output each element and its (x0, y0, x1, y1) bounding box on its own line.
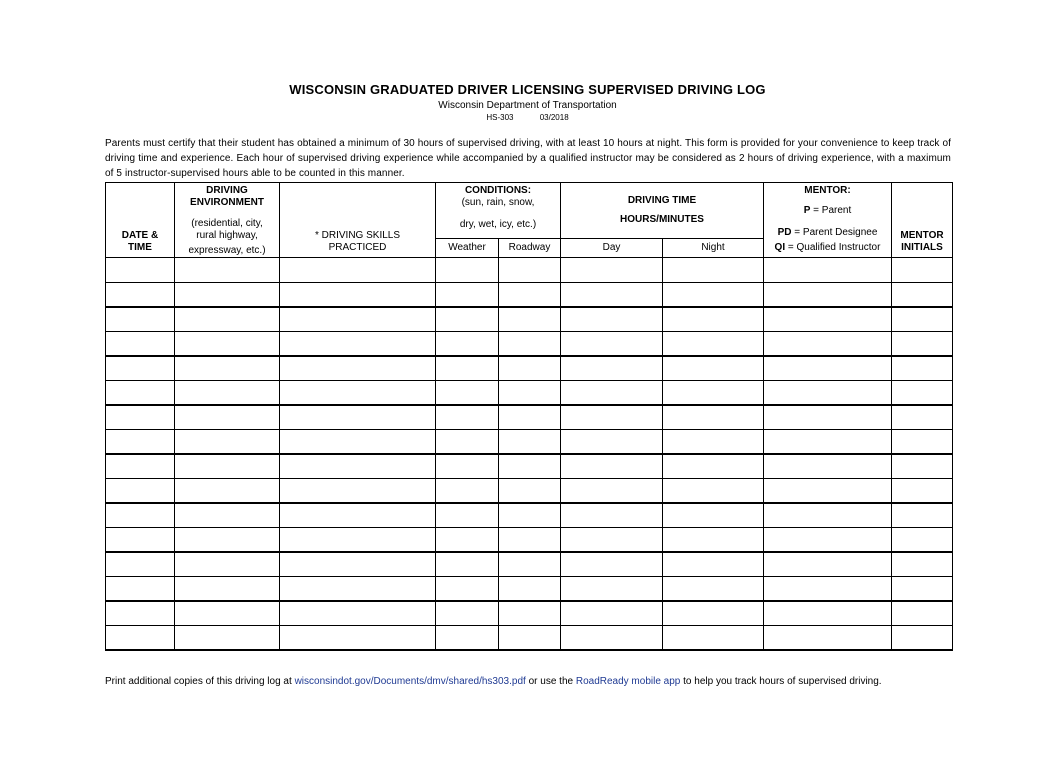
table-row (106, 552, 953, 577)
weather-cell[interactable] (436, 576, 499, 601)
night-cell[interactable] (663, 454, 764, 479)
initials-cell[interactable] (892, 527, 953, 552)
weather-cell[interactable] (436, 429, 499, 454)
log-entries (106, 258, 953, 650)
skills-line1: * DRIVING SKILLS (314, 230, 401, 241)
initials-cell[interactable] (892, 307, 953, 332)
environment-cell[interactable] (175, 454, 280, 479)
day-cell[interactable] (561, 282, 663, 307)
date-time-cell[interactable] (106, 601, 175, 626)
skills-line2: PRACTICED (328, 242, 387, 253)
environment-cell[interactable] (175, 429, 280, 454)
form-identifier (0, 113, 1055, 122)
table-row (106, 282, 953, 307)
night-cell[interactable] (663, 478, 764, 503)
weather-cell[interactable] (436, 405, 499, 430)
table-row (106, 356, 953, 381)
roadway-cell[interactable] (499, 601, 561, 626)
date-time-cell[interactable] (106, 625, 175, 650)
roadway-cell[interactable] (499, 282, 561, 307)
department-name: Wisconsin Department of Transportation (438, 100, 617, 111)
mentor-cell[interactable] (764, 282, 892, 307)
night-cell[interactable] (663, 258, 764, 283)
day-cell[interactable] (561, 307, 663, 332)
night-cell[interactable] (663, 307, 764, 332)
env-note-line1: (residential, city, (191, 218, 263, 229)
roadway-cell[interactable] (499, 552, 561, 577)
roadway-cell[interactable] (499, 503, 561, 528)
weather-cell[interactable] (436, 527, 499, 552)
table-row (106, 429, 953, 454)
roadway-cell[interactable] (499, 429, 561, 454)
weather-cell[interactable] (436, 380, 499, 405)
day-cell[interactable] (561, 576, 663, 601)
day-cell[interactable] (561, 380, 663, 405)
date-time-cell[interactable] (106, 478, 175, 503)
night-cell[interactable] (663, 576, 764, 601)
footer-note: Print additional copies of this driving log at wisconsindot.gov/Documents/dmv/shared/hs303.pdf or use the RoadReady mobile app to help you track hours of supervised driving. (105, 676, 882, 687)
skills-cell[interactable] (280, 282, 436, 307)
table-row (106, 478, 953, 503)
date-time-header-line1: DATE & (121, 230, 159, 241)
initials-line1: MENTOR (900, 230, 944, 241)
night-cell[interactable] (663, 503, 764, 528)
initials-cell[interactable] (892, 380, 953, 405)
night-cell[interactable] (663, 282, 764, 307)
table-row (106, 527, 953, 552)
date-time-cell[interactable] (106, 527, 175, 552)
weather-cell[interactable] (436, 478, 499, 503)
roadway-cell[interactable] (499, 527, 561, 552)
form-number: HS-303 (486, 113, 514, 122)
mentor-cell[interactable] (764, 405, 892, 430)
initials-cell[interactable] (892, 282, 953, 307)
table-row (106, 258, 953, 283)
mentor-legend-qualified-instructor: QI = Qualified Instructor (774, 242, 881, 253)
day-cell[interactable] (561, 503, 663, 528)
env-title-line1: DRIVING (206, 185, 248, 196)
day-cell[interactable] (561, 527, 663, 552)
environment-cell[interactable] (175, 576, 280, 601)
mentor-code-qi: QI (774, 242, 786, 253)
initials-cell[interactable] (892, 405, 953, 430)
table-row (106, 307, 953, 332)
initials-line2: INITIALS (901, 242, 943, 253)
environment-cell[interactable] (175, 307, 280, 332)
skills-cell[interactable] (280, 552, 436, 577)
initials-cell[interactable] (892, 552, 953, 577)
night-cell[interactable] (663, 356, 764, 381)
date-time-cell[interactable] (106, 429, 175, 454)
night-cell[interactable] (663, 625, 764, 650)
day-cell[interactable] (561, 405, 663, 430)
skills-cell[interactable] (280, 625, 436, 650)
roadway-cell[interactable] (499, 478, 561, 503)
roadway-cell[interactable] (499, 356, 561, 381)
mentor-cell[interactable] (764, 478, 892, 503)
environment-cell[interactable] (175, 331, 280, 356)
mentor-header (764, 183, 892, 258)
env-note-line3: expressway, etc.) (188, 245, 266, 256)
mentor-cell[interactable] (764, 380, 892, 405)
initials-cell[interactable] (892, 429, 953, 454)
day-cell[interactable] (561, 331, 663, 356)
date-time-cell[interactable] (106, 576, 175, 601)
initials-cell[interactable] (892, 454, 953, 479)
mentor-cell[interactable] (764, 454, 892, 479)
page-title: WISCONSIN GRADUATED DRIVER LICENSING SUPERVISED DRIVING LOG (289, 82, 766, 97)
mentor-code-pd: PD (777, 227, 792, 238)
day-header: Day (561, 239, 663, 258)
day-cell[interactable] (561, 429, 663, 454)
night-cell[interactable] (663, 601, 764, 626)
initials-cell[interactable] (892, 258, 953, 283)
roadway-cell[interactable] (499, 307, 561, 332)
mentor-cell[interactable] (764, 307, 892, 332)
roadway-cell[interactable] (499, 625, 561, 650)
weather-header: Weather (436, 239, 499, 258)
initials-cell[interactable] (892, 331, 953, 356)
environment-cell[interactable] (175, 478, 280, 503)
hours-minutes-label: HOURS/MINUTES (620, 214, 704, 226)
weather-cell[interactable] (436, 552, 499, 577)
conditions-title: CONDITIONS: (464, 185, 532, 196)
table-row (106, 601, 953, 626)
day-cell[interactable] (561, 625, 663, 650)
skills-cell[interactable] (280, 527, 436, 552)
conditions-note-line1: (sun, rain, snow, (461, 197, 535, 208)
date-time-cell[interactable] (106, 503, 175, 528)
date-time-cell[interactable] (106, 380, 175, 405)
day-cell[interactable] (561, 356, 663, 381)
mentor-title: MENTOR: (804, 185, 851, 196)
mentor-cell[interactable] (764, 552, 892, 577)
skills-cell[interactable] (280, 356, 436, 381)
environment-cell[interactable] (175, 282, 280, 307)
skills-cell[interactable] (280, 307, 436, 332)
day-cell[interactable] (561, 258, 663, 283)
skills-cell[interactable] (280, 258, 436, 283)
skills-cell[interactable] (280, 331, 436, 356)
environment-cell[interactable] (175, 258, 280, 283)
mentor-legend-parent-designee: PD = Parent Designee (777, 227, 878, 238)
mentor-cell[interactable] (764, 625, 892, 650)
weather-cell[interactable] (436, 454, 499, 479)
table-row (106, 625, 953, 650)
date-time-header (106, 183, 175, 258)
mentor-legend-parent: P = Parent (803, 205, 852, 216)
table-row (106, 576, 953, 601)
mentor-cell[interactable] (764, 429, 892, 454)
date-time-cell[interactable] (106, 552, 175, 577)
environment-cell[interactable] (175, 552, 280, 577)
mentor-cell[interactable] (764, 527, 892, 552)
skills-cell[interactable] (280, 601, 436, 626)
night-cell[interactable] (663, 331, 764, 356)
day-cell[interactable] (561, 601, 663, 626)
roadway-cell[interactable] (499, 331, 561, 356)
skills-cell[interactable] (280, 429, 436, 454)
mentor-cell[interactable] (764, 356, 892, 381)
weather-cell[interactable] (436, 307, 499, 332)
day-cell[interactable] (561, 454, 663, 479)
date-time-cell[interactable] (106, 405, 175, 430)
table-row (106, 405, 953, 430)
mentor-cell[interactable] (764, 331, 892, 356)
day-cell[interactable] (561, 478, 663, 503)
initials-cell[interactable] (892, 478, 953, 503)
initials-cell[interactable] (892, 576, 953, 601)
skills-cell[interactable] (280, 405, 436, 430)
driving-time-header (561, 183, 764, 239)
table-row (106, 454, 953, 479)
roadway-cell[interactable] (499, 380, 561, 405)
night-header: Night (663, 239, 764, 258)
intro-paragraph: Parents must certify that their student has obtained a minimum of 30 hours of supervised driving, with at least 10 hours at night. This form is provided for your convenience to keep track of driving time and experience. Each hour of supervised driving experience while accompanied by a qualified instructor may be considered as 2 hours of driving experience, with a maximum of 5 instructor-supervised hours able to be counted in this manner. (105, 138, 951, 179)
weather-cell[interactable] (436, 601, 499, 626)
weather-cell[interactable] (436, 282, 499, 307)
night-cell[interactable] (663, 405, 764, 430)
skills-cell[interactable] (280, 454, 436, 479)
roadway-header: Roadway (499, 239, 561, 258)
conditions-note-line2: dry, wet, icy, etc.) (459, 219, 537, 230)
hs303-pdf-link[interactable]: wisconsindot.gov/Documents/dmv/shared/hs303.pdf (294, 676, 526, 687)
roadway-cell[interactable] (499, 258, 561, 283)
form-date: 03/2018 (539, 113, 569, 122)
weather-cell[interactable] (436, 503, 499, 528)
conditions-header (436, 183, 561, 239)
weather-cell[interactable] (436, 258, 499, 283)
skills-cell[interactable] (280, 478, 436, 503)
date-time-cell[interactable] (106, 258, 175, 283)
table-row (106, 380, 953, 405)
night-cell[interactable] (663, 552, 764, 577)
date-time-cell[interactable] (106, 307, 175, 332)
date-time-cell[interactable] (106, 282, 175, 307)
night-cell[interactable] (663, 380, 764, 405)
environment-cell[interactable] (175, 380, 280, 405)
weather-cell[interactable] (436, 625, 499, 650)
mentor-initials-header (892, 183, 953, 258)
date-time-cell[interactable] (106, 356, 175, 381)
mentor-cell[interactable] (764, 503, 892, 528)
driving-time-title: DRIVING TIME (627, 195, 697, 207)
environment-cell[interactable] (175, 405, 280, 430)
skills-cell[interactable] (280, 380, 436, 405)
environment-cell[interactable] (175, 601, 280, 626)
night-cell[interactable] (663, 527, 764, 552)
day-cell[interactable] (561, 552, 663, 577)
roadway-cell[interactable] (499, 454, 561, 479)
initials-cell[interactable] (892, 503, 953, 528)
mentor-cell[interactable] (764, 258, 892, 283)
environment-cell[interactable] (175, 503, 280, 528)
initials-cell[interactable] (892, 356, 953, 381)
driving-environment-header (175, 183, 280, 258)
weather-cell[interactable] (436, 356, 499, 381)
initials-cell[interactable] (892, 625, 953, 650)
roadway-cell[interactable] (499, 576, 561, 601)
table-row (106, 503, 953, 528)
initials-cell[interactable] (892, 601, 953, 626)
roadready-app-link[interactable]: RoadReady mobile app (575, 676, 681, 687)
mentor-code-p: P (803, 205, 811, 216)
date-time-cell[interactable] (106, 331, 175, 356)
env-note-line2: rural highway, (196, 230, 258, 241)
driving-skills-header (280, 183, 436, 258)
table-row (106, 331, 953, 356)
date-time-header-line2: TIME (128, 242, 152, 253)
date-time-cell[interactable] (106, 454, 175, 479)
roadway-cell[interactable] (499, 405, 561, 430)
skills-cell[interactable] (280, 576, 436, 601)
mentor-cell[interactable] (764, 576, 892, 601)
driving-log-table (105, 182, 953, 651)
environment-cell[interactable] (175, 527, 280, 552)
environment-cell[interactable] (175, 625, 280, 650)
night-cell[interactable] (663, 429, 764, 454)
mentor-cell[interactable] (764, 601, 892, 626)
environment-cell[interactable] (175, 356, 280, 381)
skills-cell[interactable] (280, 503, 436, 528)
env-title-line2: ENVIRONMENT (190, 197, 264, 208)
weather-cell[interactable] (436, 331, 499, 356)
